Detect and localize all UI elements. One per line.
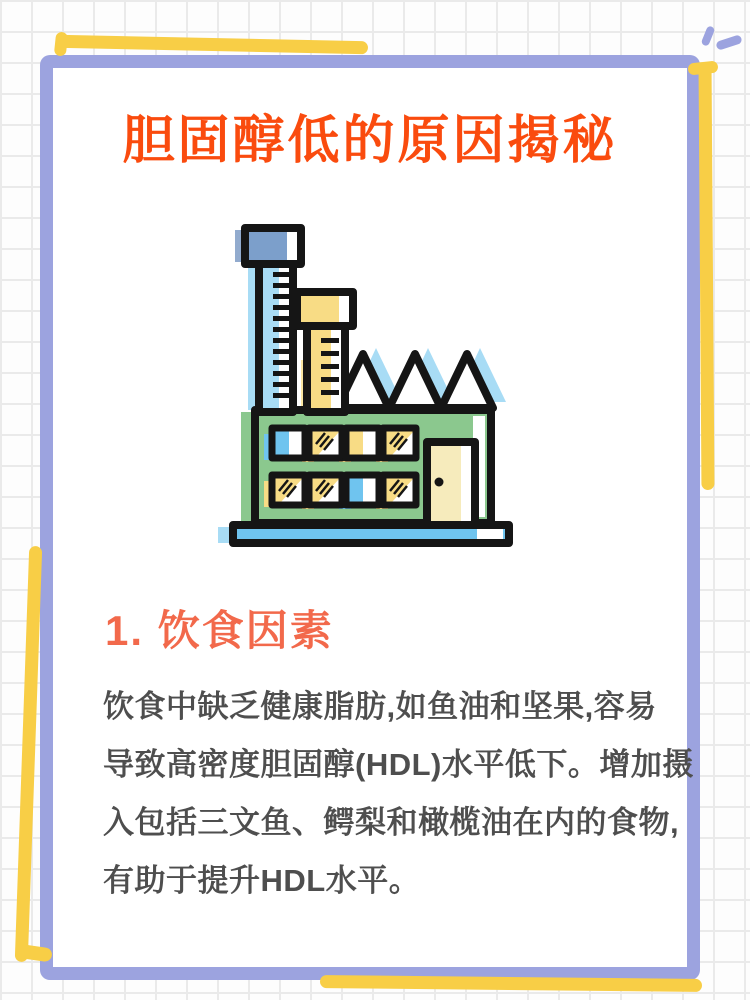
body-line: 有助于提升HDL水平。 [103,863,421,898]
accent-tick-top-left [54,31,68,56]
factory-roof [337,354,493,408]
factory-door [427,442,475,527]
accent-line-right [699,66,715,490]
factory-chimney-right [297,292,353,412]
body-line: 入包括三文鱼、鳄梨和橄榄油在内的食物, [103,805,680,840]
factory-base [233,525,509,543]
body-line: 导致高密度胆固醇(HDL)水平低下。增加摄 [103,747,694,782]
accent-line-left [15,546,43,962]
page-title: 胆固醇低的原因揭秘 [122,112,618,170]
accent-line-top [56,35,368,55]
body-paragraph [103,678,694,910]
factory-windows-row2 [264,475,416,509]
sparkle-icon [701,25,716,47]
sparkle-icon [715,34,743,51]
section-heading: 1. 饮食因素 [105,607,334,654]
factory-windows-row1 [264,428,416,462]
factory-icon [215,220,515,550]
body-line: 饮食中缺乏健康脂肪,如鱼油和坚果,容易 [103,689,657,724]
accent-line-bottom [320,975,702,992]
